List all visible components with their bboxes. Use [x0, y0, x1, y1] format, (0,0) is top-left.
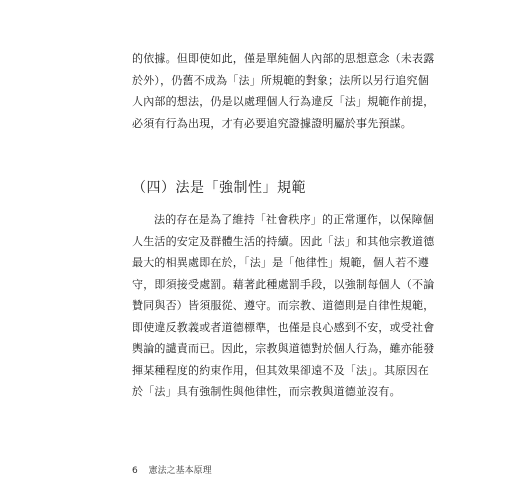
- text-line: 法的存在是為了維持「社會秩序」的正常運作，以保障個: [154, 213, 434, 226]
- running-title: 憲法之基本原理: [148, 466, 212, 476]
- text-line: 揮某種程度的約束作用，但其效果卻遠不及「法」。其原因在: [132, 363, 429, 377]
- text-line: 贊同與否）皆須服從、遵守。而宗教、道德則是自律性規範，: [132, 299, 435, 312]
- text-line: 的依據。但即使如此，僅是單純個人內部的思想意念（未表露: [132, 52, 435, 65]
- text-line: 人生活的安定及群體生活的持續。因此「法」和其他宗教道德: [132, 234, 435, 248]
- text-line: 於外），仍舊不成為「法」所規範的對象；法所以另行追究個: [132, 73, 429, 87]
- text-line: 必須有行為出現，才有必要追究證據證明屬於事先預謀。: [132, 116, 412, 130]
- page-footer: [132, 463, 212, 476]
- top-paragraph: [132, 48, 435, 134]
- text-line: 即使違反教義或者道德標準，也僅是良心感到不安，或受社會: [132, 320, 435, 334]
- page-number: 6: [132, 466, 138, 476]
- section-title: （四）法是「強制性」規範: [132, 180, 306, 196]
- text-line: 輿論的譴責而已。因此，宗教與道德對於個人行為，雖亦能發: [132, 342, 435, 355]
- text-line: 守，即須接受處罰。藉著此種處罰手段，以強制每個人（不論: [132, 277, 435, 291]
- text-line: 於「法」具有強制性與他律性，而宗教與道德並沒有。: [132, 385, 401, 398]
- body-paragraph: [132, 209, 435, 403]
- text-line: 最大的相異處即在於，「法」是「他律性」規範，個人若不遵: [132, 256, 429, 269]
- text-line: 人內部的想法，仍是以處理個人行為違反「法」規範作前提，: [132, 95, 435, 108]
